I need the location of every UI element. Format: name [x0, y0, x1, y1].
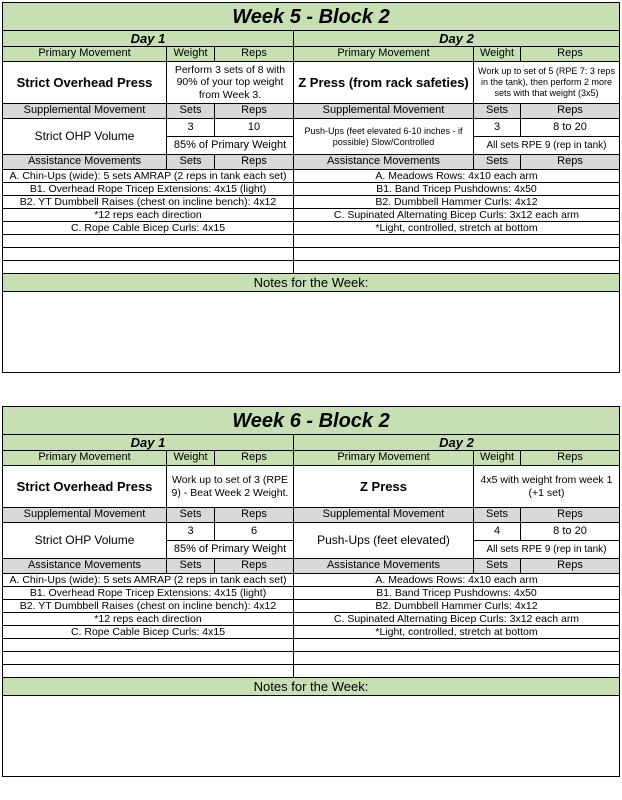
assistance-header: Assistance Movements [3, 155, 167, 169]
assistance-item: *Light, controlled, stretch at bottom [375, 222, 538, 234]
primary-header-row [3, 451, 619, 466]
sets-header: Sets [474, 508, 521, 522]
assistance-header: Assistance Movements [294, 559, 474, 573]
supplemental-header: Supplemental Movement [294, 104, 474, 118]
weight-header: Weight [474, 47, 521, 61]
assistance-item: *Light, controlled, stretch at bottom [375, 626, 538, 638]
assistance-row [3, 248, 619, 261]
assistance-item [3, 665, 294, 677]
assistance-row [3, 261, 619, 274]
assistance-row [3, 587, 619, 600]
reps-header: Reps [557, 104, 583, 117]
primary-movement-header: Primary Movement [3, 451, 167, 465]
supplemental-row [3, 523, 619, 559]
reps-header: Reps [557, 508, 583, 521]
supplemental-movement: Push-Ups (feet elevated 6-10 inches - if possible) Slow/Controlled [294, 119, 474, 154]
assistance-row [3, 665, 619, 678]
primary-movement: Strict Overhead Press [3, 466, 167, 507]
assistance-header-row [3, 559, 619, 574]
supplemental-sets: 3 [474, 119, 521, 136]
assistance-item [294, 639, 619, 651]
primary-header-row [3, 47, 619, 62]
assistance-item: A. Meadows Rows: 4x10 each arm [375, 170, 538, 182]
day-labels-row [3, 31, 619, 47]
supplemental-note: 85% of Primary Weight [173, 542, 287, 555]
assistance-row [3, 196, 619, 209]
assistance-row [3, 652, 619, 665]
assistance-item [294, 652, 619, 664]
assistance-item: B1. Overhead Rope Tricep Extensions: 4x15 (light) [3, 183, 294, 195]
supplemental-reps: 10 [247, 120, 261, 133]
supplemental-header: Supplemental Movement [3, 104, 167, 118]
assistance-item: B1. Band Tricep Pushdowns: 4x50 [376, 587, 537, 599]
weight-header: Weight [167, 451, 215, 465]
notes-label: Notes for the Week: [253, 678, 369, 694]
sets-header: Sets [474, 155, 521, 169]
assistance-row [3, 600, 619, 613]
supplemental-values [167, 523, 294, 558]
assistance-item: A. Chin-Ups (wide): 5 sets AMRAP (2 reps in tank each set) [3, 574, 294, 586]
primary-detail: Work up to set of 5 (RPE 7: 3 reps in the tank), then perform 2 more sets with that weight (3x5) [478, 66, 615, 98]
reps-header: Reps [215, 155, 294, 169]
assistance-row [3, 222, 619, 235]
reps-header: Reps [557, 47, 583, 60]
assistance-item: C. Rope Cable Bicep Curls: 4x15 [3, 222, 294, 234]
assistance-item [294, 261, 619, 273]
sets-header: Sets [167, 559, 215, 573]
assistance-item [294, 248, 619, 260]
reps-header: Reps [557, 559, 583, 572]
weight-header: Weight [167, 47, 215, 61]
assistance-header-row [3, 155, 619, 170]
primary-row [3, 62, 619, 104]
assistance-item: B2. YT Dumbbell Raises (chest on incline bench): 4x12 [3, 196, 294, 208]
assistance-item [3, 261, 294, 273]
notes-header-row [3, 678, 619, 696]
assistance-item: *12 reps each direction [3, 613, 294, 625]
primary-detail: Work up to set of 3 (RPE 9) - Beat Week 2 Weight. [167, 466, 294, 507]
assistance-item: C. Supinated Alternating Bicep Curls: 3x12 each arm [333, 613, 580, 625]
supplemental-values [474, 523, 619, 558]
assistance-item: B1. Overhead Rope Tricep Extensions: 4x15 (light) [3, 587, 294, 599]
day2-label: Day 2 [439, 31, 474, 46]
supplemental-movement: Strict OHP Volume [3, 523, 167, 558]
supplemental-values [167, 119, 294, 154]
supplemental-note: All sets RPE 9 (rep in tank) [486, 139, 607, 151]
reps-header: Reps [215, 451, 294, 465]
assistance-row [3, 639, 619, 652]
assistance-item: C. Supinated Alternating Bicep Curls: 3x12 each arm [333, 209, 580, 221]
supplemental-sets: 4 [474, 523, 521, 540]
week-title: Week 5 - Block 2 [232, 5, 390, 28]
primary-detail: 4x5 with weight from week 1 (+1 set) [480, 473, 613, 499]
assistance-item [3, 652, 294, 664]
assistance-row [3, 170, 619, 183]
day-labels-row [3, 435, 619, 451]
supplemental-note: 85% of Primary Weight [173, 138, 287, 151]
primary-row [3, 466, 619, 508]
notes-area[interactable] [3, 292, 619, 372]
sets-header: Sets [167, 508, 215, 522]
day2-label: Day 2 [439, 435, 474, 450]
reps-header: Reps [215, 508, 294, 522]
supplemental-values [474, 119, 619, 154]
supplemental-movement: Strict OHP Volume [3, 119, 167, 154]
assistance-row [3, 183, 619, 196]
notes-label: Notes for the Week: [253, 274, 369, 290]
supplemental-reps: 8 to 20 [553, 524, 587, 537]
assistance-item: B2. Dumbbell Hammer Curls: 4x12 [375, 196, 538, 208]
week-block-5 [2, 2, 620, 373]
assistance-header: Assistance Movements [294, 155, 474, 169]
supplemental-note: All sets RPE 9 (rep in tank) [486, 543, 607, 555]
supplemental-header-row [3, 104, 619, 119]
day1-label: Day 1 [3, 435, 294, 450]
notes-header-row [3, 274, 619, 292]
assistance-item [294, 665, 619, 677]
supplemental-reps: 6 [250, 524, 258, 537]
reps-header: Reps [557, 451, 583, 464]
supplemental-reps: 8 to 20 [553, 120, 587, 133]
assistance-item: C. Rope Cable Bicep Curls: 4x15 [3, 626, 294, 638]
assistance-row [3, 235, 619, 248]
week-title: Week 6 - Block 2 [232, 409, 390, 432]
assistance-item [3, 235, 294, 247]
reps-header: Reps [215, 47, 294, 61]
assistance-item: A. Chin-Ups (wide): 5 sets AMRAP (2 reps in tank each set) [3, 170, 294, 182]
assistance-row [3, 209, 619, 222]
notes-area[interactable] [3, 696, 619, 776]
reps-header: Reps [215, 104, 294, 118]
sets-header: Sets [167, 155, 215, 169]
sets-header: Sets [474, 559, 521, 573]
supplemental-header: Supplemental Movement [294, 508, 474, 522]
primary-detail: Perform 3 sets of 8 with 90% of your top weight from Week 3. [167, 62, 294, 103]
assistance-item [3, 639, 294, 651]
supplemental-header-row [3, 508, 619, 523]
assistance-item [294, 235, 619, 247]
assistance-row [3, 613, 619, 626]
reps-header: Reps [557, 155, 583, 168]
week-block-6 [2, 406, 620, 777]
primary-movement-header: Primary Movement [294, 47, 474, 61]
assistance-item: *12 reps each direction [3, 209, 294, 221]
supplemental-row [3, 119, 619, 155]
primary-movement-header: Primary Movement [3, 47, 167, 61]
primary-movement: Strict Overhead Press [3, 62, 167, 103]
assistance-item: B2. Dumbbell Hammer Curls: 4x12 [375, 600, 538, 612]
week-title-row [3, 407, 619, 435]
weight-header: Weight [474, 451, 521, 465]
assistance-header: Assistance Movements [3, 559, 167, 573]
supplemental-movement: Push-Ups (feet elevated) [294, 523, 474, 558]
sets-header: Sets [167, 104, 215, 118]
primary-movement: Z Press (from rack safeties) [294, 62, 474, 103]
supplemental-header: Supplemental Movement [3, 508, 167, 522]
assistance-item: A. Meadows Rows: 4x10 each arm [375, 574, 538, 586]
primary-movement: Z Press [294, 466, 474, 507]
assistance-item: B2. YT Dumbbell Raises (chest on incline bench): 4x12 [3, 600, 294, 612]
supplemental-sets: 3 [167, 119, 215, 136]
sets-header: Sets [474, 104, 521, 118]
supplemental-sets: 3 [167, 523, 215, 540]
assistance-row [3, 626, 619, 639]
day1-label: Day 1 [3, 31, 294, 46]
assistance-item [3, 248, 294, 260]
reps-header: Reps [215, 559, 294, 573]
assistance-item: B1. Band Tricep Pushdowns: 4x50 [376, 183, 537, 195]
assistance-row [3, 574, 619, 587]
week-title-row [3, 3, 619, 31]
primary-movement-header: Primary Movement [294, 451, 474, 465]
